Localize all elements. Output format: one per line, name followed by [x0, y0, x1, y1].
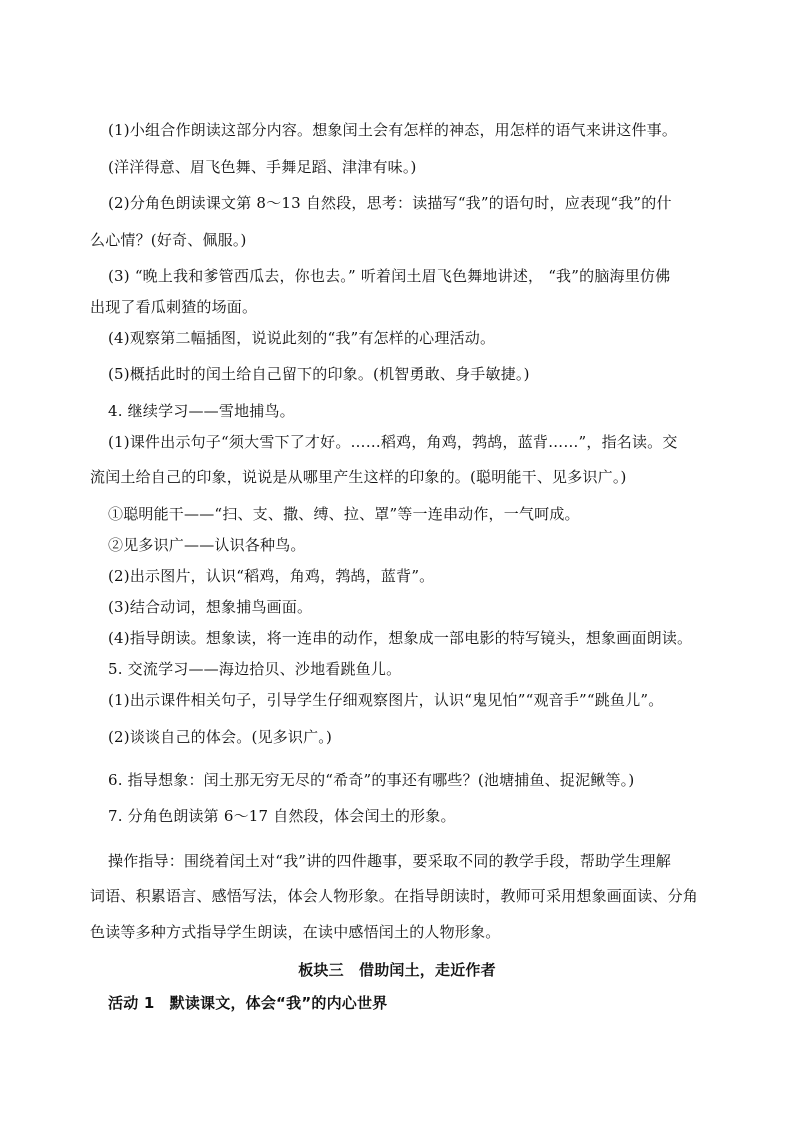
paragraph-9: ①聪明能干——“扫、支、撒、缚、拉、罩”等一连串动作，一气呵成。	[108, 505, 580, 523]
paragraph-6: (5)概括此时的闰土给自己留下的印象。(机智勇敢、身手敏捷。)	[108, 365, 530, 383]
paragraph-8-line-1: (1)课件出示句子“须大雪下了才好。……稻鸡，角鸡，鹁鸪，蓝背……”，指名读。交	[108, 433, 678, 451]
paragraph-17: 6. 指导想象：闰土那无穷无尽的“希奇”的事还有哪些？(池塘捕鱼、捉泥鳅等。)	[108, 771, 635, 789]
paragraph-15: (1)出示课件相关句子，引导学生仔细观察图片，认识“鬼见怕”“观音手”“跳鱼儿”。	[108, 691, 664, 709]
paragraph-11: (2)出示图片，认识“稻鸡，角鸡，鹁鸪，蓝背”。	[108, 567, 435, 585]
section-heading: 板块三 借助闰土，走近作者	[298, 961, 496, 979]
guide-line-2: 词语、积累语言、感悟写法，体会人物形象。在指导朗读时，教师可采用想象画面读、分角	[90, 887, 699, 905]
activity-heading: 活动 1 默读课文，体会“我”的内心世界	[108, 994, 388, 1012]
paragraph-2: (洋洋得意、眉飞色舞、手舞足蹈、津津有味。)	[108, 158, 417, 176]
paragraph-8-line-2: 流闰土给自己的印象，说说是从哪里产生这样的印象的。(聪明能干、见多识广。)	[90, 468, 627, 486]
paragraph-18: 7. 分角色朗读第 6～17 自然段，体会闰土的形象。	[108, 807, 456, 825]
paragraph-14: 5. 交流学习——海边拾贝、沙地看跳鱼儿。	[108, 660, 402, 678]
paragraph-7: 4. 继续学习——雪地捕鸟。	[108, 402, 295, 420]
paragraph-1: (1)小组合作朗读这部分内容。想象闰土会有怎样的神态，用怎样的语气来讲这件事。	[108, 121, 678, 139]
paragraph-5: (4)观察第二幅插图，说说此刻的“我”有怎样的心理活动。	[108, 329, 496, 347]
paragraph-4-line-1: (3) “晚上我和爹管西瓜去，你也去。” 听着闰土眉飞色舞地讲述， “我”的脑海里仿佛	[108, 267, 671, 285]
paragraph-10: ②见多识广——认识各种鸟。	[108, 536, 306, 554]
guide-line-3: 色读等多种方式指导学生朗读，在读中感悟闰土的人物形象。	[90, 923, 501, 941]
paragraph-12: (3)结合动词，想象捕鸟画面。	[108, 598, 313, 616]
guide-line-1: 操作指导：围绕着闰土对“我”讲的四件趣事，要采取不同的教学手段，帮助学生理解	[108, 852, 671, 870]
paragraph-13: (4)指导朗读。想象读，将一连串的动作，想象成一部电影的特写镜头，想象画面朗读。	[108, 629, 693, 647]
paragraph-16: (2)谈谈自己的体会。(见多识广。)	[108, 728, 333, 746]
paragraph-3-line-2: 么心情？(好奇、佩服。)	[90, 231, 247, 249]
paragraph-3-line-1: (2)分角色朗读课文第 8～13 自然段，思考：读描写“我”的语句时，应表现“我”的什	[108, 194, 672, 212]
paragraph-4-line-2: 出现了看瓜刺猹的场面。	[90, 298, 258, 316]
